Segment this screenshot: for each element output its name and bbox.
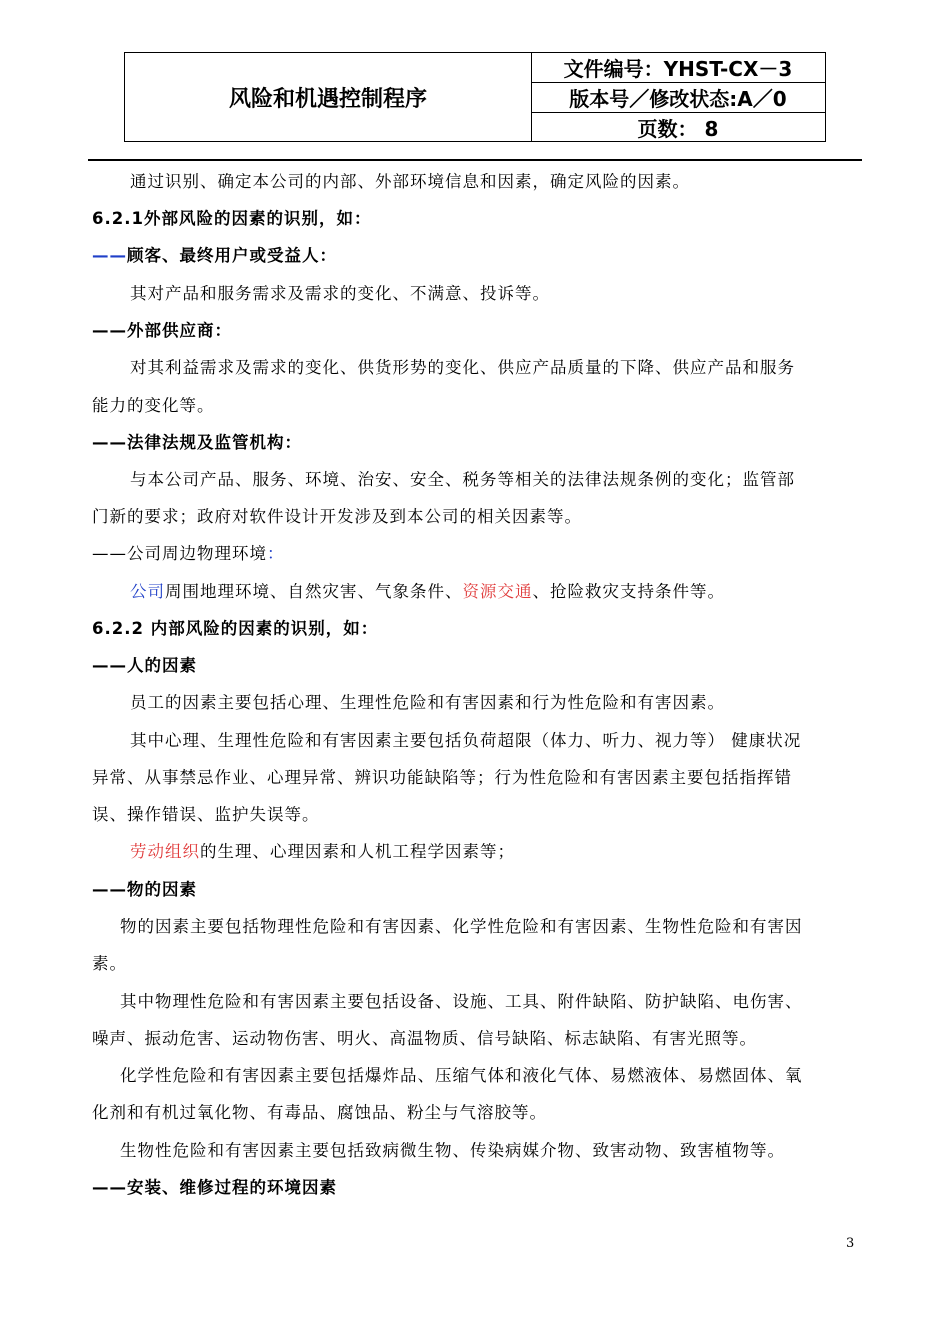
item-suppliers: ——外部供应商： <box>92 321 232 340</box>
dash-marker: —— <box>92 246 127 265</box>
page-count: 页数： 8 <box>637 116 719 141</box>
paragraph-material-1: 物的因素主要包括物理性危险和有害因素、化学性危险和有害因素、生物性危险和有害因 <box>120 917 803 936</box>
item-physical-environment-label: ——公司周边物理环境 <box>92 544 267 563</box>
text-segment: 的生理、心理因素和人机工程学因素等； <box>200 842 515 861</box>
paragraph-labor <box>130 842 906 862</box>
paragraph-suppliers-2: 能力的变化等。 <box>92 396 215 415</box>
section-heading-external: 6.2.1外部风险的因素的识别，如： <box>92 209 372 228</box>
version-status: 版本号／修改状态:A／0 <box>531 83 825 113</box>
paragraph-chemical-hazards-2: 化剂和有机过氧化物、有毒品、腐蚀品、粉尘与气溶胶等。 <box>92 1103 547 1122</box>
document-title: 风险和机遇控制程序 <box>125 53 532 141</box>
paragraph-customers: 其对产品和服务需求及需求的变化、不满意、投诉等。 <box>130 284 550 303</box>
document-header-table <box>124 52 826 142</box>
paragraph-suppliers-1: 对其利益需求及需求的变化、供货形势的变化、供应产品质量的下降、供应产品和服务 <box>130 358 795 377</box>
text-segment: 、抢险救灾支持条件等。 <box>532 582 725 601</box>
text-resource-traffic: 资源交通 <box>462 582 533 601</box>
paragraph-human-2: 其中心理、生理性危险和有害因素主要包括负荷超限（体力、听力、视力等） 健康状况 <box>130 731 802 750</box>
paragraph-intro: 通过识别、确定本公司的内部、外部环境信息和因素，确定风险的因素。 <box>130 172 690 191</box>
paragraph-regulations-2: 门新的要求；政府对软件设计开发涉及到本公司的相关因素等。 <box>92 507 582 526</box>
paragraph-physical-environment <box>130 582 906 602</box>
paragraph-biological-hazards: 生物性危险和有害因素主要包括致病微生物、传染病媒介物、致害动物、致害植物等。 <box>120 1141 785 1160</box>
item-installation-maintenance: ——安装、维修过程的环境因素 <box>92 1178 337 1197</box>
item-physical-environment <box>92 544 868 564</box>
section-heading-internal: 6.2.2 内部风险的因素的识别，如： <box>92 619 379 638</box>
item-customers <box>92 246 868 266</box>
item-human-factors: ——人的因素 <box>92 656 197 675</box>
header-divider <box>88 159 862 161</box>
text-segment: 周围地理环境、自然灾害、气象条件、 <box>165 582 463 601</box>
paragraph-human-1: 员工的因素主要包括心理、生理性危险和有害因素和行为性危险和有害因素。 <box>130 693 725 712</box>
item-regulations: ——法律法规及监管机构： <box>92 433 302 452</box>
colon-marker: ： <box>267 544 285 563</box>
paragraph-regulations-1: 与本公司产品、服务、环境、治安、安全、税务等相关的法律法规条例的变化；监管部 <box>130 470 795 489</box>
document-number: 文件编号：YHST-CX－3 <box>531 53 825 83</box>
item-customers-label: 顾客、最终用户或受益人： <box>127 246 337 265</box>
text-company: 公司 <box>130 582 165 601</box>
paragraph-human-4: 误、操作错误、监护失误等。 <box>92 805 320 824</box>
paragraph-physical-hazards-1: 其中物理性危险和有害因素主要包括设备、设施、工具、附件缺陷、防护缺陷、电伤害、 <box>120 992 803 1011</box>
page-number: 3 <box>846 1236 855 1251</box>
paragraph-material-2: 素。 <box>92 954 127 973</box>
text-labor-organization: 劳动组织 <box>130 842 200 861</box>
paragraph-chemical-hazards-1: 化学性危险和有害因素主要包括爆炸品、压缩气体和液化气体、易燃液体、易燃固体、氧 <box>120 1066 803 1085</box>
paragraph-human-3: 异常、从事禁忌作业、心理异常、辨识功能缺陷等；行为性危险和有害因素主要包括指挥错 <box>92 768 792 787</box>
paragraph-physical-hazards-2: 噪声、振动危害、运动物伤害、明火、高温物质、信号缺陷、标志缺陷、有害光照等。 <box>92 1029 757 1048</box>
item-material-factors: ——物的因素 <box>92 880 197 899</box>
